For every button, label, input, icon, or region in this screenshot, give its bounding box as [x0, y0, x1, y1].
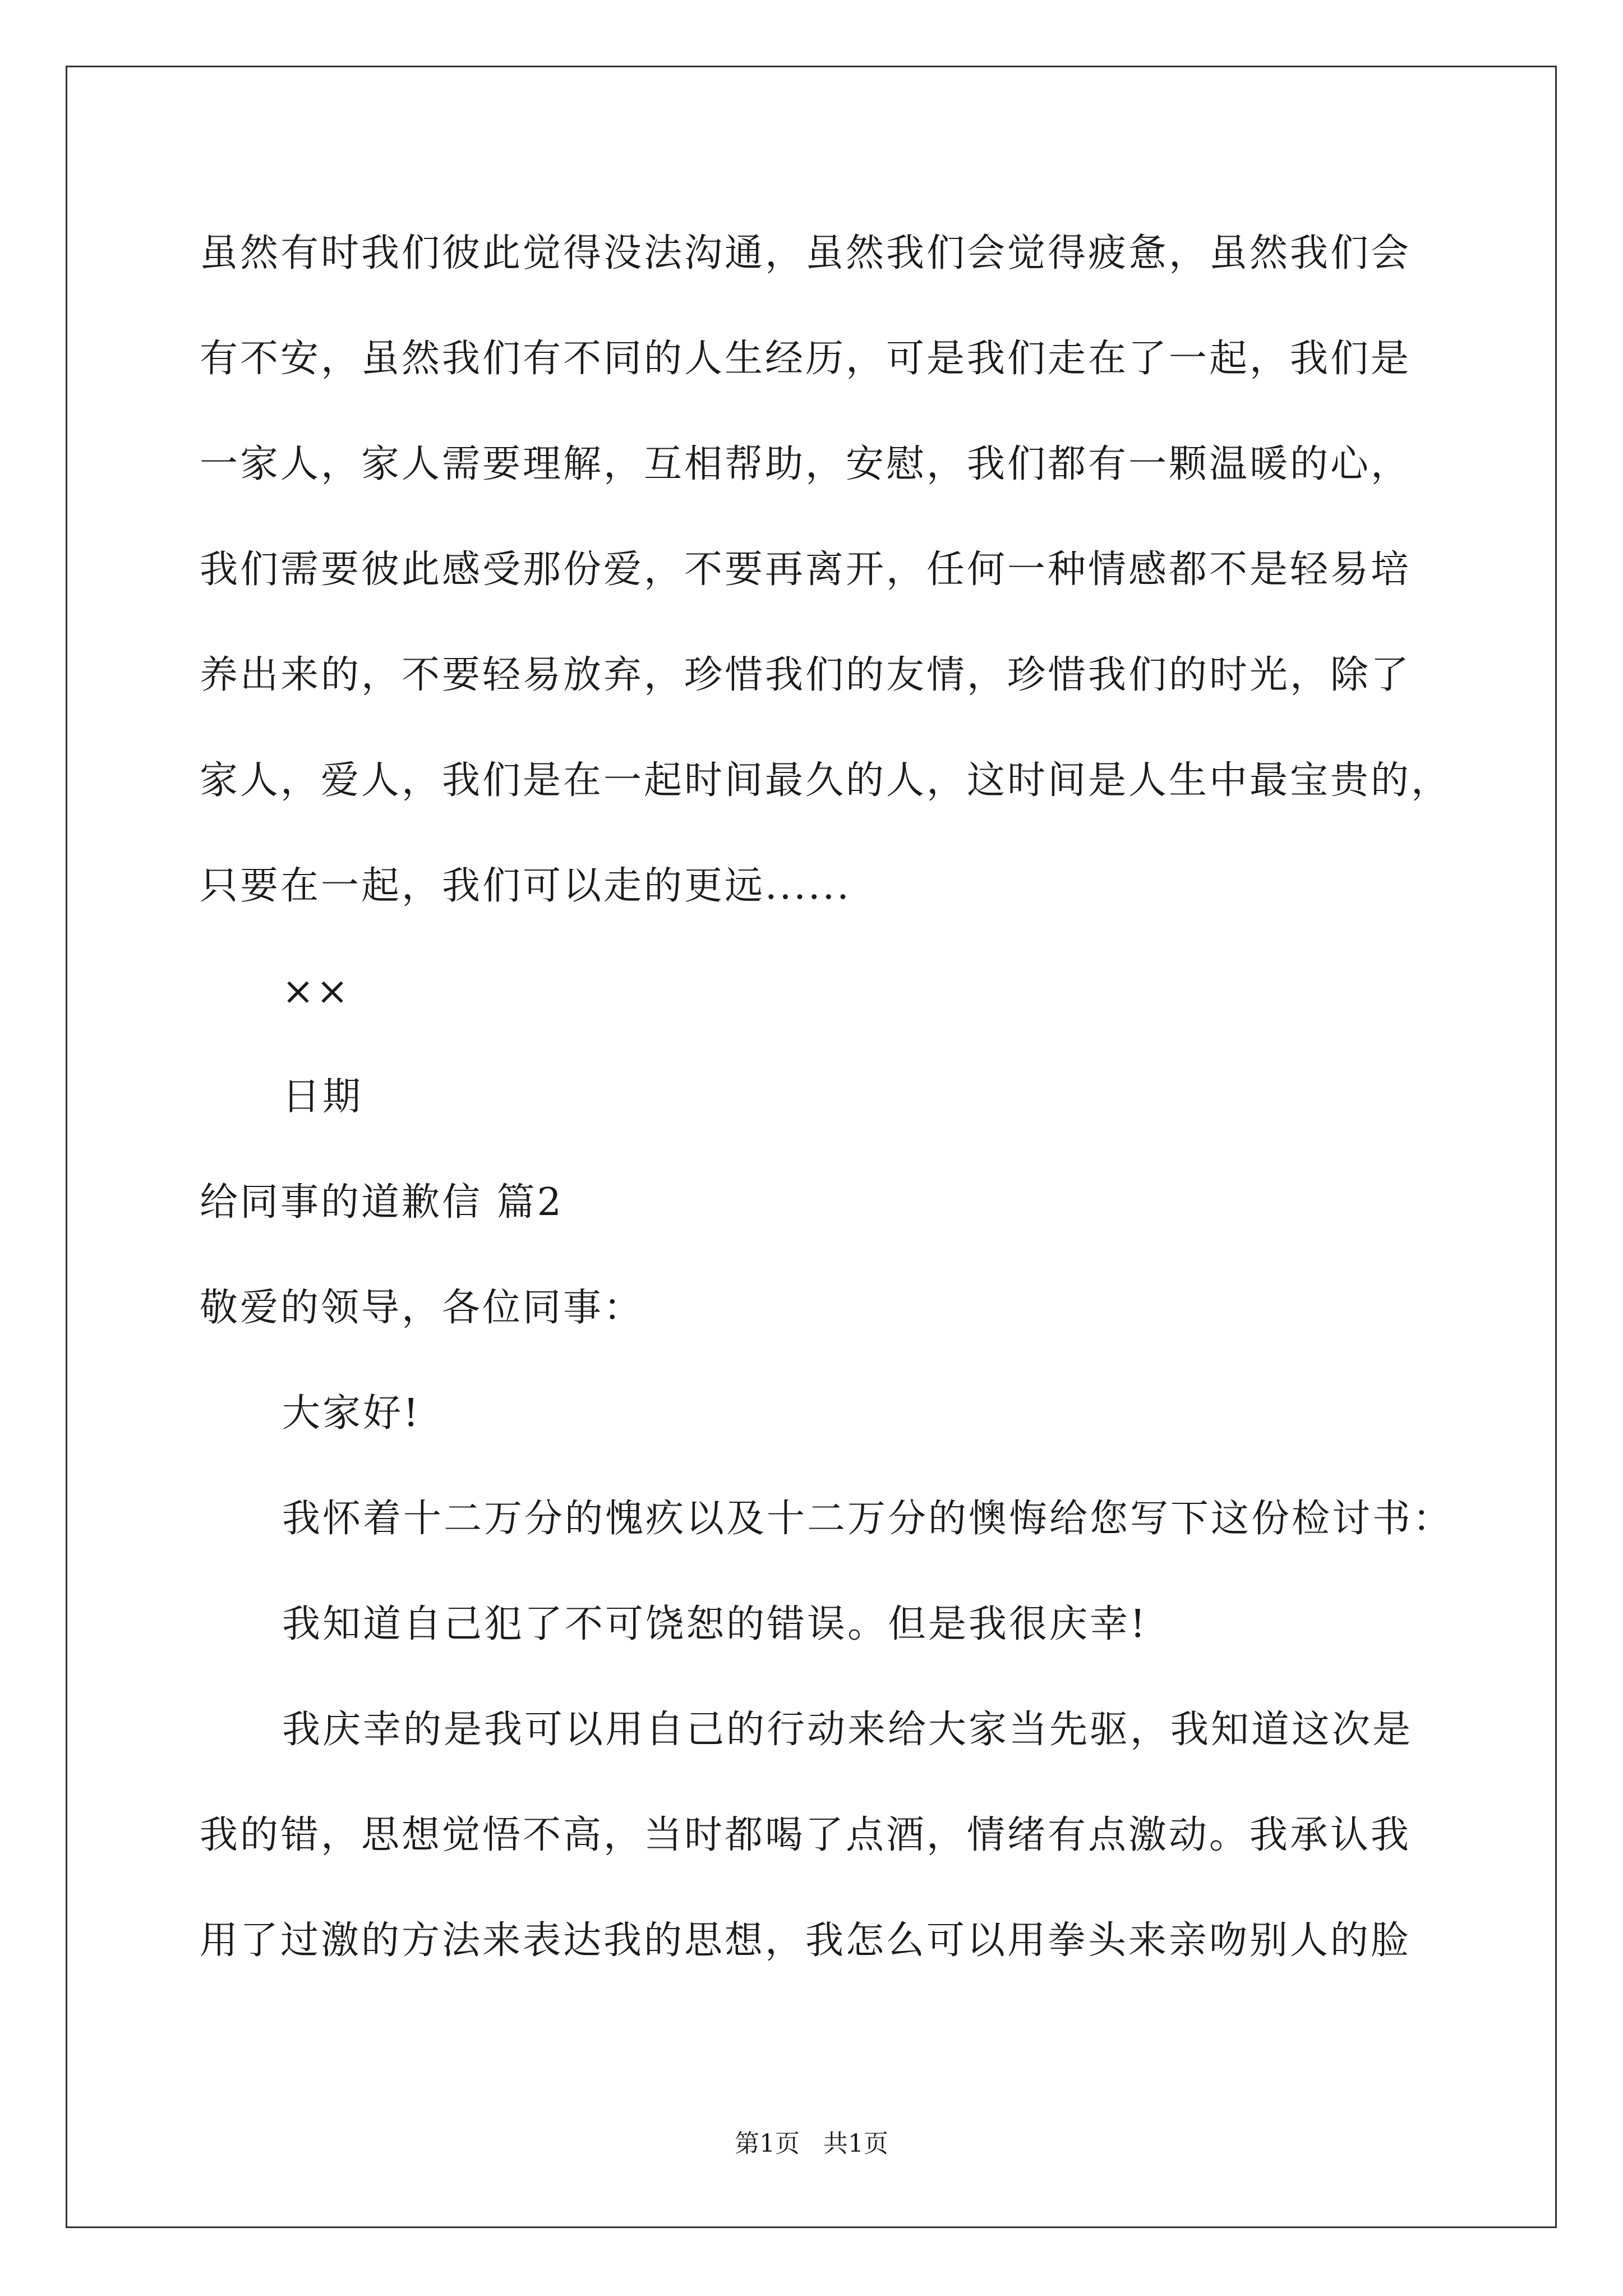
body-line-14: 我知道自己犯了不可饶恕的错误。但是我很庆幸! [282, 1602, 1148, 1646]
date-line: 日期 [282, 1075, 363, 1119]
greeting: 大家好! [282, 1391, 421, 1435]
body-line-17: 用了过激的方法来表达我的思想，我怎么可以用拳头来亲吻别人的脸 [200, 1918, 1412, 1963]
body-line-4: 我们需要彼此感受那份爱，不要再离开，任何一种情感都不是轻易培 [200, 547, 1412, 592]
page-number-footer: 第1页 共1页 [735, 2129, 888, 2158]
section-heading: 给同事的道歉信 篇2 [200, 1180, 564, 1225]
page-border [66, 66, 1557, 2228]
signature: ×× [282, 969, 351, 1014]
salutation: 敬爱的领导，各位同事： [200, 1286, 644, 1330]
body-line-2: 有不安，虽然我们有不同的人生经历，可是我们走在了一起，我们是 [200, 337, 1412, 381]
body-line-5: 养出来的，不要轻易放弃，珍惜我们的友情，珍惜我们的时光，除了 [200, 653, 1412, 697]
body-line-3: 一家人，家人需要理解，互相帮助，安慰，我们都有一颗温暖的心， [200, 442, 1412, 486]
body-line-1: 虽然有时我们彼此觉得没法沟通，虽然我们会觉得疲惫，虽然我们会 [200, 231, 1412, 275]
body-line-7: 只要在一起，我们可以走的更远...... [200, 864, 851, 908]
body-line-15: 我庆幸的是我可以用自己的行动来给大家当先驱，我知道这次是 [282, 1708, 1413, 1752]
body-line-13: 我怀着十二万分的愧疚以及十二万分的懊悔给您写下这份检讨书： [282, 1497, 1454, 1541]
body-line-6: 家人，爱人，我们是在一起时间最久的人，这时间是人生中最宝贵的， [200, 758, 1452, 803]
body-line-16: 我的错，思想觉悟不高，当时都喝了点酒，情绪有点激动。我承认我 [200, 1813, 1412, 1857]
